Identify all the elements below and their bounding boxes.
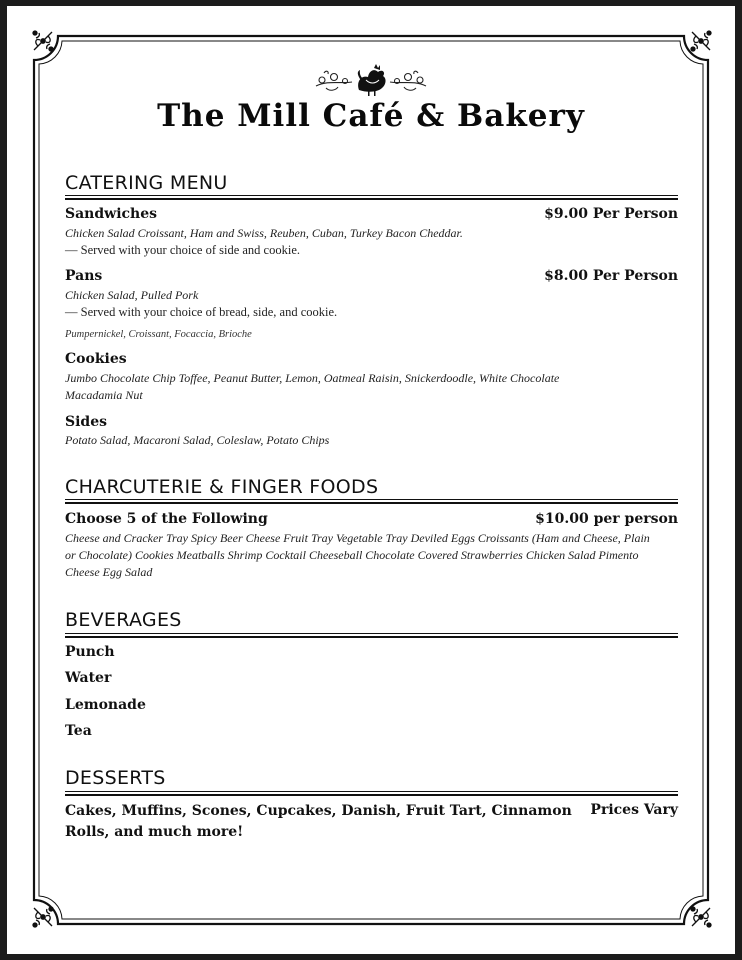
section-title-charcuterie: CHARCUTERIE & FINGER FOODS	[65, 476, 379, 498]
item-note-sandwiches: — Served with your choice of side and cookie.	[65, 243, 301, 257]
beverage-item: Water	[65, 670, 112, 686]
section-divider	[65, 499, 678, 504]
section-divider	[65, 791, 678, 796]
item-name-cookies: Cookies	[65, 351, 127, 367]
section-title-catering: CATERING MENU	[65, 172, 228, 194]
section-divider	[65, 195, 678, 200]
floral-ornament-icon	[688, 28, 714, 54]
item-name-sides: Sides	[65, 414, 108, 430]
beverage-item: Punch	[65, 644, 115, 660]
dessert-description: Cakes, Muffins, Scones, Cupcakes, Danish, Fruit Tart, Cinnamon Rolls, and much more!	[65, 803, 572, 840]
section-title-beverages: BEVERAGES	[65, 609, 182, 631]
item-description-choose-five: Cheese and Cracker Tray Spicy Beer Cheese Fruit Tray Vegetable Tray Deviled Eggs Croissants (Ham and Cheese, Plain or Chocolate) Cookies Meatballs Shrimp Cocktail Cheeseball Chocolate Covered Strawberries Chicken Salad Pimento Cheese Egg Salad	[65, 531, 650, 579]
item-note-pans: — Served with your choice of bread, side, and cookie.	[65, 305, 338, 319]
item-name-sandwiches: Sandwiches	[65, 206, 158, 222]
item-description-sandwiches: Chicken Salad Croissant, Ham and Swiss, Reuben, Cuban, Turkey Bacon Cheddar.	[65, 226, 463, 240]
beverage-item: Tea	[65, 723, 92, 739]
rooster-floral-icon	[312, 60, 430, 100]
section-title-desserts: DESSERTS	[65, 767, 166, 789]
item-price-sandwiches: $9.00 Per Person	[544, 206, 678, 222]
item-description-pans: Chicken Salad, Pulled Pork	[65, 288, 199, 302]
section-divider	[65, 633, 678, 638]
item-name-pans: Pans	[65, 268, 103, 284]
item-description-sides: Potato Salad, Macaroni Salad, Coleslaw, Potato Chips	[65, 433, 330, 447]
floral-ornament-icon	[30, 904, 56, 930]
dessert-price: Prices Vary	[590, 802, 678, 818]
floral-ornament-icon	[30, 28, 56, 54]
item-description-cookies: Jumbo Chocolate Chip Toffee, Peanut Butter, Lemon, Oatmeal Raisin, Snickerdoodle, White Chocolate Macadamia Nut	[65, 371, 560, 402]
floral-ornament-icon	[688, 904, 714, 930]
beverage-item: Lemonade	[65, 697, 146, 713]
item-name-choose-five: Choose 5 of the Following	[65, 511, 268, 527]
bread-options: Pumpernickel, Croissant, Focaccia, Brioche	[65, 329, 252, 340]
page-title: The Mill Café & Bakery	[157, 98, 585, 134]
item-price-choose-five: $10.00 per person	[535, 511, 678, 527]
item-price-pans: $8.00 Per Person	[544, 268, 678, 284]
